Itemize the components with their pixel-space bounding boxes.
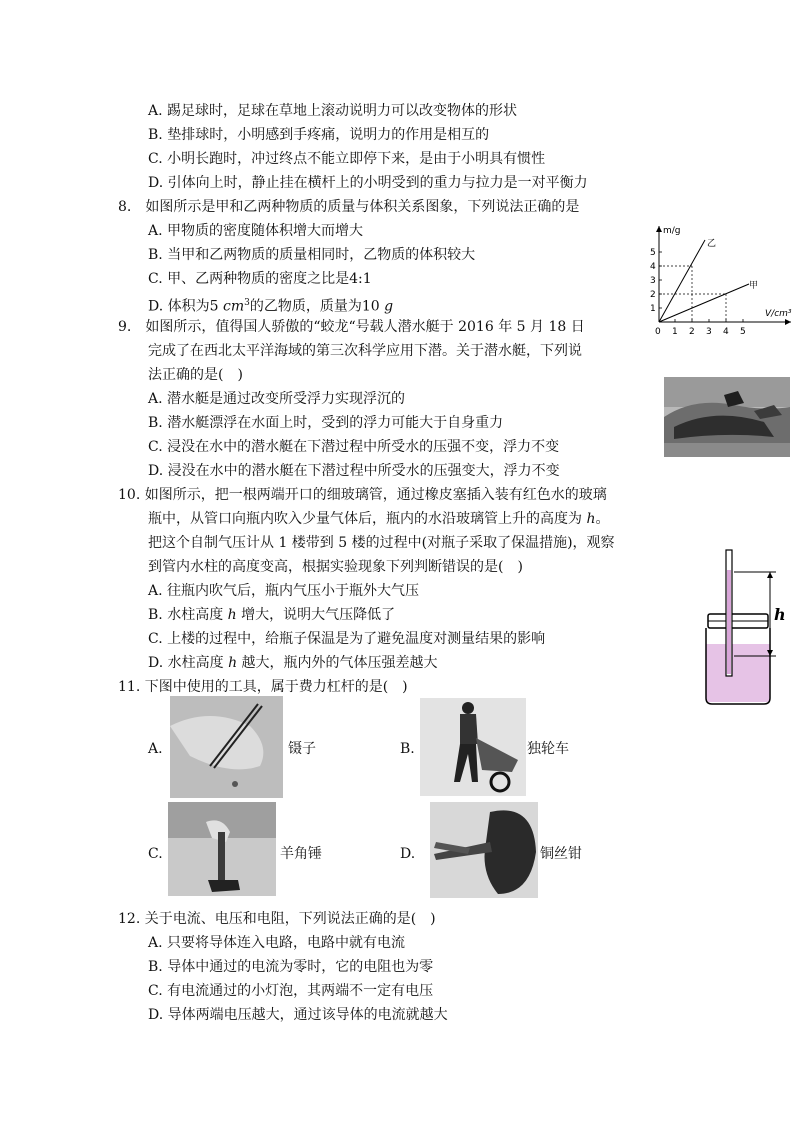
- q8-option-a: A. 甲物质的密度随体积增大而增大: [148, 223, 364, 239]
- y-tick: 3: [650, 276, 656, 286]
- origin-label: 0: [655, 327, 661, 337]
- q11-option-b-label: 独轮车: [527, 741, 569, 757]
- q10-stem-line2: 瓶中，从管口向瓶内吹入少量气体后，瓶内的水沿玻璃管上升的高度为 h。: [148, 511, 610, 527]
- claw-hammer-photo: [168, 802, 276, 896]
- y-tick: 1: [650, 304, 656, 314]
- y-tick: 2: [650, 290, 656, 300]
- q11-option-a-letter: A.: [148, 741, 163, 757]
- q9-option-a: A. 潜水艇是通过改变所受浮力实现浮沉的: [148, 391, 406, 407]
- q9-stem-line1: 9. 如图所示，值得国人骄傲的“蛟龙“号载人潜水艇于 2016 年 5 月 18 日: [118, 319, 585, 335]
- q8-option-d: D. 体积为5 $cm^3$的乙物质，质量为10 g: [148, 298, 394, 315]
- q12-option-c: C. 有电流通过的小灯泡，其两端不一定有电压: [148, 983, 434, 999]
- q12-option-d: D. 导体两端电压越大，通过该导体的电流就越大: [148, 1007, 448, 1023]
- height-h-label: h: [774, 605, 786, 624]
- q10-option-a: A. 往瓶内吹气后，瓶内气压小于瓶外大气压: [148, 583, 420, 599]
- q12-stem: 12. 关于电流、电压和电阻，下列说法正确的是( ): [118, 911, 436, 927]
- x-tick: 4: [723, 327, 729, 337]
- line-yi-label: 乙: [707, 239, 717, 249]
- barometer-bottle-figure: [700, 548, 794, 708]
- q11-option-b-letter: B.: [400, 741, 415, 757]
- x-tick: 2: [689, 327, 695, 337]
- tweezers-photo: [170, 696, 283, 798]
- q8-stem: 8. 如图所示是甲和乙两种物质的质量与体积关系图象，下列说法正确的是: [118, 199, 580, 215]
- line-yi: [659, 240, 705, 322]
- q9-stem-line2: 完成了在西北太平洋海域的第三次科学应用下潜。关于潜水艇，下列说: [148, 343, 582, 359]
- q9-option-d: D. 浸没在水中的潜水艇在下潜过程中所受水的压强变大，浮力不变: [148, 463, 560, 479]
- q11-option-d-label: 铜丝钳: [540, 846, 582, 862]
- q10-option-b: B. 水柱高度 h 增大，说明大气压降低了: [148, 607, 396, 623]
- line-jia: [659, 284, 749, 322]
- q11-option-c-label: 羊角锤: [280, 846, 322, 862]
- q10-option-c: C. 上楼的过程中，给瓶子保温是为了避免温度对测量结果的影响: [148, 631, 546, 647]
- x-tick: 5: [740, 327, 746, 337]
- x-tick: 3: [706, 327, 712, 337]
- q7-option-c: C. 小明长跑时，冲过终点不能立即停下来，是由于小明具有惯性: [148, 151, 546, 167]
- q10-option-d: D. 水柱高度 h 越大，瓶内外的气体压强差越大: [148, 655, 438, 671]
- q10-stem-line4: 到管内水柱的高度变高，根据实验现象下列判断错误的是( ): [148, 559, 523, 575]
- q9-option-c: C. 浸没在水中的潜水艇在下潜过程中所受水的压强不变，浮力不变: [148, 439, 560, 455]
- wire-pliers-photo: [430, 802, 538, 898]
- q11-option-c-letter: C.: [148, 846, 163, 862]
- x-axis-label: V/cm³: [765, 309, 792, 319]
- q7-option-b: B. 垫排球时，小明感到手疼痛，说明力的作用是相互的: [148, 127, 490, 143]
- q12-option-b: B. 导体中通过的电流为零时，它的电阻也为零: [148, 959, 434, 975]
- x-tick: 1: [672, 327, 678, 337]
- q11-option-d-letter: D.: [400, 846, 416, 862]
- y-axis-label: m/g: [663, 226, 681, 236]
- q9-stem-line3: 法正确的是( ): [148, 367, 243, 383]
- q10-stem-line3: 把这个自制气压计从 1 楼带到 5 楼的过程中(对瓶子采取了保温措施)，观察: [148, 535, 615, 551]
- y-tick: 4: [650, 262, 656, 272]
- q9-option-b: B. 潜水艇漂浮在水面上时，受到的浮力可能大于自身重力: [148, 415, 504, 431]
- q10-stem-line1: 10. 如图所示，把一根两端开口的细玻璃管，通过橡皮塞插入装有红色水的玻璃: [118, 487, 607, 503]
- q7-option-a: A. 踢足球时，足球在草地上滚动说明力可以改变物体的形状: [148, 103, 518, 119]
- q7-option-d: D. 引体向上时，静止挂在横杆上的小明受到的重力与拉力是一对平衡力: [148, 175, 588, 191]
- q8-option-b: B. 当甲和乙两物质的质量相同时，乙物质的体积较大: [148, 247, 476, 263]
- wheelbarrow-photo: [420, 698, 526, 796]
- mass-volume-graph: [645, 222, 794, 340]
- q8-option-c: C. 甲、乙两种物质的密度之比是4:1: [148, 271, 372, 287]
- q11-option-a-label: 镊子: [288, 741, 316, 757]
- y-tick: 5: [650, 248, 656, 258]
- line-jia-label: 甲: [749, 281, 759, 291]
- q11-stem: 11. 下图中使用的工具，属于费力杠杆的是( ): [118, 679, 408, 695]
- submarine-photo: [664, 377, 790, 457]
- q12-option-a: A. 只要将导体连入电路，电路中就有电流: [148, 935, 406, 951]
